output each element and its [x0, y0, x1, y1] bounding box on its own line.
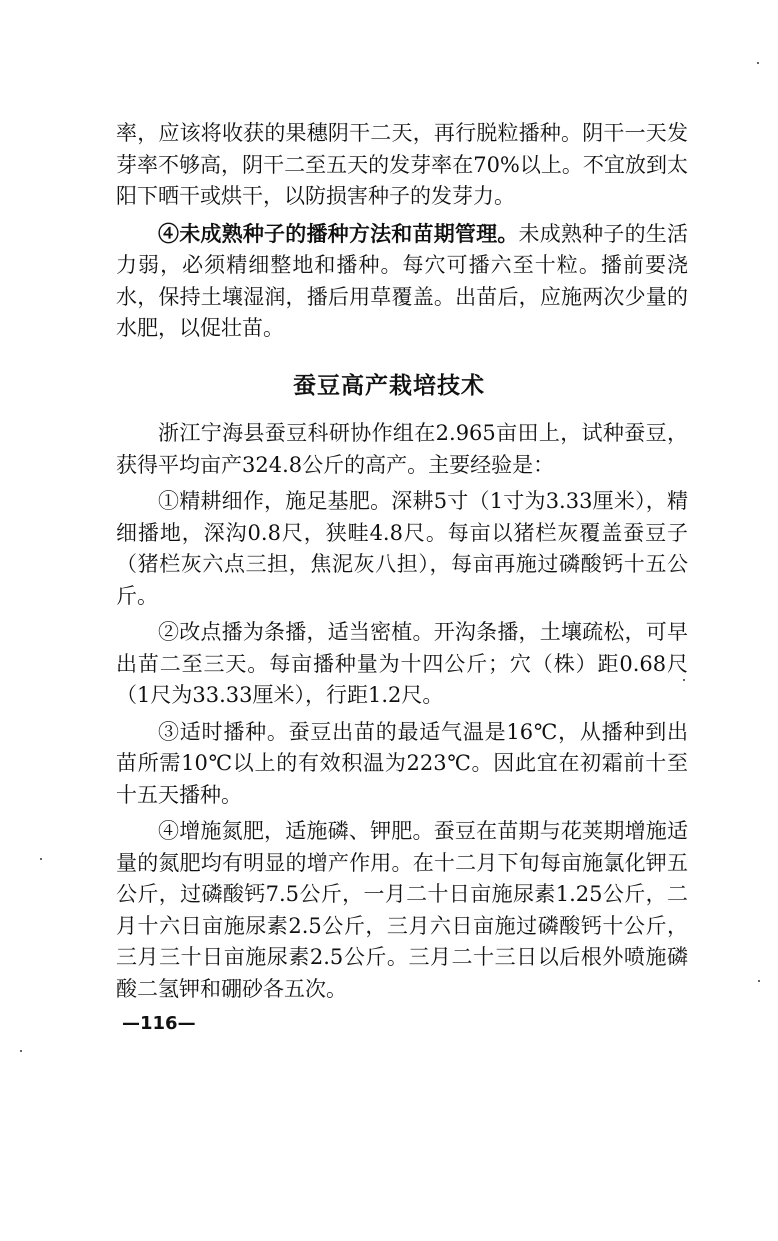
step-3-paragraph: ③适时播种。蚕豆出苗的最适气温是16℃，从播种到出苗所需10℃以上的有效积温为223℃。因此宜在初霜前十至十五天播种。 — [116, 719, 688, 807]
step-4-paragraph: ④增施氮肥，适施磷、钾肥。蚕豆在苗期与花荚期增施适量的氮肥均有明显的增产作用。在十二月下旬每亩施氯化钾五公斤，过磷酸钙7.5公斤，一月二十日亩施尿素1.25公斤，二月十六日亩施尿素2.5公斤，三月六日亩施过磷酸钙十公斤，三月三十日亩施尿素2.5公斤。三月二十三日以后根外喷施磷酸二氢钾和硼砂各五次。 — [116, 819, 688, 1001]
scan-speck — [758, 980, 760, 982]
intro-paragraph: 浙江宁海县蚕豆科研协作组在2.965亩田上，试种蚕豆，获得平均亩产324.8公斤的高产。主要经验是： — [116, 421, 688, 477]
step-2-paragraph: ②改点播为条播，适当密植。开沟条播，土壤疏松，可早出苗二至三天。每亩播种量为十四公斤；穴（株）距0.68尺（1尺为33.33厘米），行距1.2尺。 — [116, 620, 688, 707]
page-number: —116— — [122, 1013, 196, 1034]
section-title: 蚕豆高产栽培技术 — [293, 372, 485, 399]
item-4-paragraph — [116, 218, 688, 345]
continued-paragraph: 率，应该将收获的果穗阴干二天，再行脱粒播种。阴干一天发芽率不够高，阴干二至五天的发芽率在70%以上。不宜放到太阳下晒干或烘干，以防损害种子的发芽力。 — [116, 121, 688, 208]
item-4-heading: ④未成熟种子的播种方法和苗期管理。 — [158, 220, 519, 246]
item-4-body: 未成熟种子的生活力弱，必须精细整地和播种。每穴可播六至十粒。播前要浇水，保持土壤湿润，播后用草覆盖。出苗后，应施两次少量的水肥，以促壮苗。 — [116, 221, 689, 340]
scan-speck — [20, 1050, 22, 1052]
top-text-block — [116, 118, 688, 345]
section-body — [116, 418, 688, 1005]
scan-speck — [757, 62, 759, 64]
scan-speck — [683, 679, 685, 681]
step-1-paragraph: ①精耕细作，施足基肥。深耕5寸（1寸为3.33厘米），精细播地，深沟0.8尺，狭畦4.8尺。每亩以猪栏灰覆盖蚕豆子（猪栏灰六点三担，焦泥灰八担），每亩再施过磷酸钙十五公斤。 — [116, 489, 688, 608]
scan-speck — [40, 858, 42, 860]
